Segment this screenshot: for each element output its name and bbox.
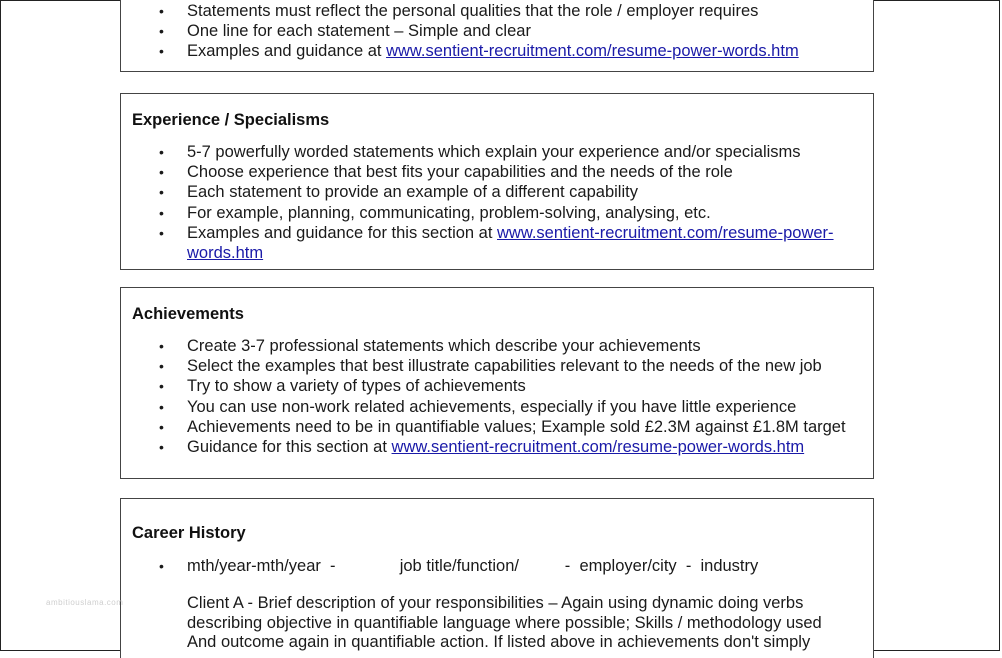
bullet-icon: •	[159, 338, 164, 354]
career-history-heading: Career History	[132, 524, 246, 542]
bullet-icon: •	[159, 184, 164, 201]
bullet-icon: •	[159, 418, 164, 435]
resume-power-words-link[interactable]: www.sentient-recruitment.com/resume-power-words.htm	[386, 42, 799, 61]
bullet-icon: •	[159, 144, 164, 160]
experience-heading: Experience / Specialisms	[132, 111, 330, 129]
list-item-continuation	[121, 243, 873, 263]
bullet-icon: •	[159, 164, 164, 181]
list-item: • Examples and guidance for this section at www.sentient-recruitment.com/resume-power-	[159, 223, 834, 242]
list-item: • Achievements need to be in quantifiable values; Example sold £2.3M against £1.8M target	[159, 417, 846, 436]
list-item: • Choose experience that best fits your capabilities and the needs of the role	[159, 163, 733, 182]
bullet-icon: •	[159, 378, 164, 395]
career-description-line: And outcome again in quantifiable action. If listed above in achievements don't simply	[187, 633, 811, 651]
achievements-heading: Achievements	[132, 305, 244, 323]
list-item: • Statements must reflect the personal qualities that the role / employer requires	[159, 2, 759, 20]
personal-statements-list	[121, 1, 873, 62]
resume-power-words-link[interactable]: www.sentient-recruitment.com/resume-power-	[497, 223, 834, 242]
bullet-icon: •	[159, 224, 164, 241]
section-achievements	[120, 287, 874, 479]
bullet-icon: •	[159, 358, 164, 375]
bullet-icon: •	[159, 3, 164, 19]
list-item: • You can use non-work related achievements, especially if you have little experience	[159, 397, 797, 416]
section-career-history	[120, 498, 874, 658]
career-entry-line: mth/year-mth/year - job title/function/ - employer/city - industry	[187, 557, 759, 575]
bullet-icon: •	[159, 204, 164, 221]
resume-power-words-link[interactable]: www.sentient-recruitment.com/resume-power-words.htm	[391, 438, 805, 457]
bullet-icon: •	[159, 43, 164, 60]
section-experience	[120, 93, 874, 270]
resume-power-words-link-continued[interactable]: words.htm	[187, 244, 264, 263]
section-personal-statements	[120, 0, 874, 72]
bullet-icon: •	[159, 558, 164, 574]
bullet-icon: •	[159, 439, 164, 456]
career-description-line: Client A - Brief description of your responsibilities – Again using dynamic doing verbs	[187, 594, 804, 612]
list-item: • Examples and guidance at www.sentient-recruitment.com/resume-power-words.htm	[159, 42, 799, 61]
list-item: • Each statement to provide an example of a different capability	[159, 183, 638, 202]
list-item: • Create 3-7 professional statements which describe your achievements	[159, 337, 701, 355]
list-item: • One line for each statement – Simple and clear	[159, 22, 531, 41]
bullet-icon: •	[159, 23, 164, 40]
experience-list	[121, 142, 873, 263]
list-item: • Guidance for this section at www.sentient-recruitment.com/resume-power-words.htm	[159, 438, 805, 457]
list-item: • Try to show a variety of types of achievements	[159, 377, 526, 396]
achievements-list	[121, 336, 873, 457]
list-item: • For example, planning, communicating, problem-solving, analysing, etc.	[159, 203, 711, 222]
bullet-icon: •	[159, 398, 164, 415]
list-item: • 5-7 powerfully worded statements which explain your experience and/or specialisms	[159, 143, 801, 161]
career-description-line: describing objective in quantifiable language where possible; Skills / methodology used	[187, 613, 822, 632]
watermark: ambitiouslama.com	[46, 598, 124, 607]
list-item: • Select the examples that best illustrate capabilities relevant to the needs of the new job	[159, 357, 822, 376]
